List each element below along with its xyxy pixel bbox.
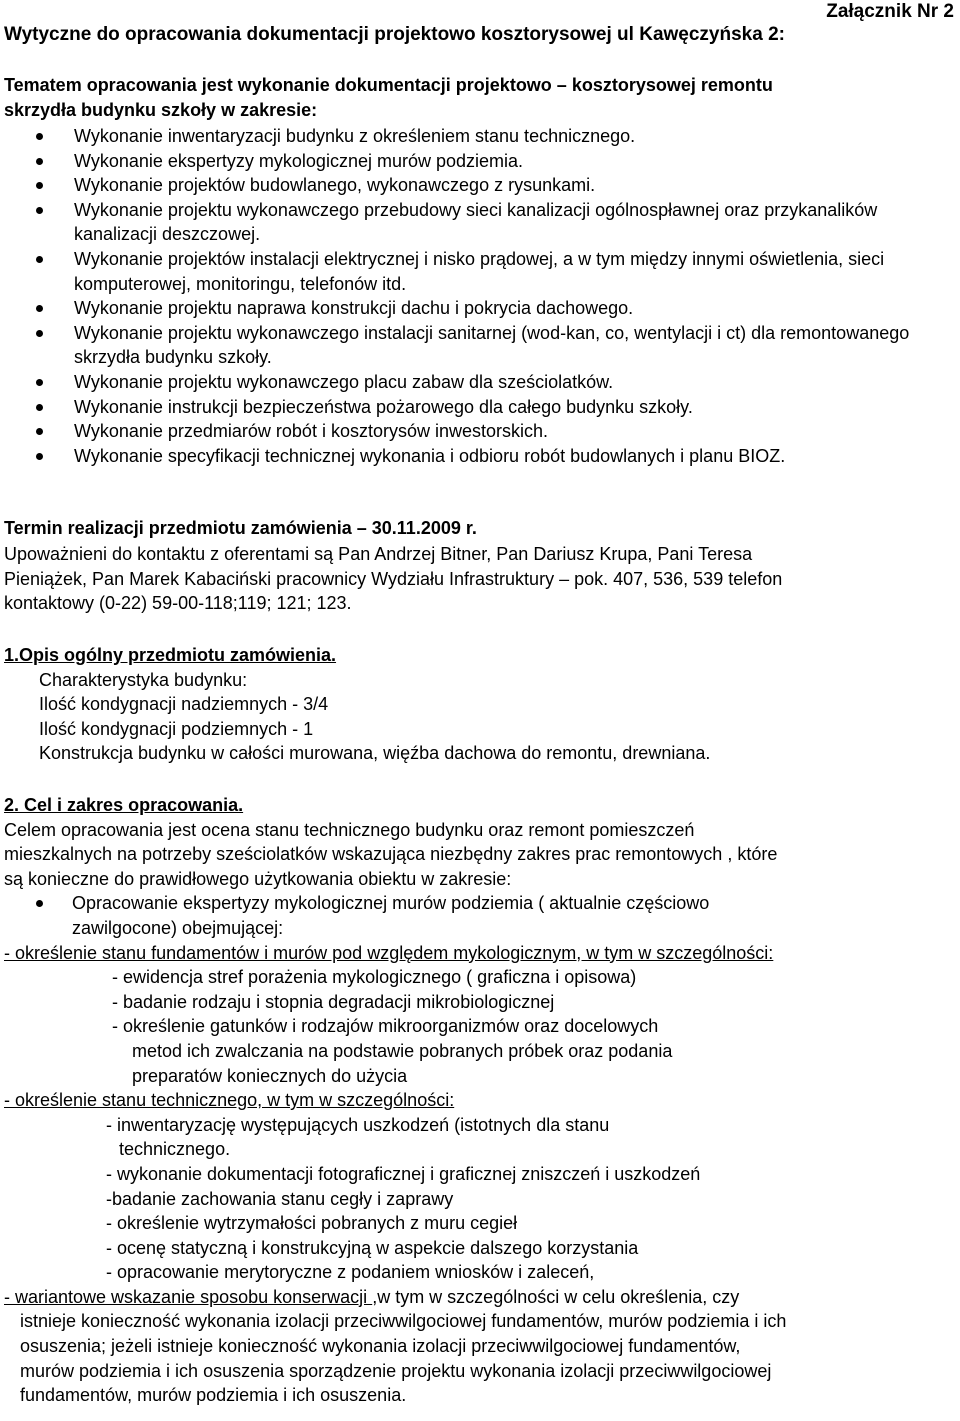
attachment-label: Załącznik Nr 2 <box>826 1 954 22</box>
section-heading: 1.Opis ogólny przedmiotu zamówienia. <box>4 645 337 665</box>
list-item: Wykonanie projektu wykonawczego przebudowy sieci kanalizacji ogólnospławnej oraz przykanalików kanalizacji deszczowej. <box>4 198 950 247</box>
bullet-icon <box>36 404 43 411</box>
deadline: Termin realizacji przedmiotu zamówienia – 30.11.2009 r. <box>4 518 477 538</box>
bullet-icon <box>36 182 43 189</box>
variant-heading: - wariantowe wskazanie sposobu konserwacji ,w tym w szczególności w celu określenia, czy <box>4 1286 740 1307</box>
list-item: Opracowanie ekspertyzy mykologicznej murów podziemia ( aktualnie częściowo zawilgocone) obejmującej: <box>4 891 950 940</box>
bullet-icon <box>36 305 43 312</box>
mycology-heading: - określenie stanu fundamentów i murów pod względem mykologicznym, w tym w szczególności: <box>4 942 774 963</box>
document-title: Wytyczne do opracowania dokumentacji projektowo kosztorysowej ul Kawęczyńska 2: <box>4 24 785 45</box>
technical-heading: - określenie stanu technicznego, w tym w szczególności: <box>4 1090 455 1111</box>
list-item: Wykonanie przedmiarów robót i kosztorysów inwestorskich. <box>4 419 950 444</box>
bullet-icon <box>36 133 43 140</box>
list-item: Wykonanie projektu naprawa konstrukcji dachu i pokrycia dachowego. <box>4 296 950 321</box>
list-item: Wykonanie inwentaryzacji budynku z określeniem stanu technicznego. <box>4 124 950 149</box>
list-item: Wykonanie projektów instalacji elektrycznej i nisko prądowej, a w tym między innymi oświetlenia, sieci komputerowej, monitoringu, telefonów itd. <box>4 247 950 296</box>
scope-list <box>4 124 950 468</box>
list-item: Wykonanie ekspertyzy mykologicznej murów podziemia. <box>4 149 950 174</box>
bullet-icon <box>36 256 43 263</box>
section-2: 2. Cel i zakres opracowania. Celem opracowania jest ocena stanu technicznego budynku oraz remont pomieszczeń mieszkalnych na potrzeby sześciolatków wskazująca niezbędny zakres prac remontowych , które są konieczne do prawidłowego użytkowania obiektu w zakresie: Opracowanie ekspertyzy mykologicznej murów podziemia ( aktualnie częściowo zawilgocone) obejmującej: - określenie stanu fundamentów i murów pod względem mykologicznym, w tym w szczególności: - ewidencja stref porażenia mykologicznego ( graficzna i opisowa) - badanie rodzaju i stopnia degradacji mikrobiologicznej - określenie gatunków i rodzajów mikroorganizmów oraz docelowych metod ich zwalczania na podstawie pobranych próbek oraz podania preparatów koniecznych do użycia - określenie stanu technicznego, w tym w szczególności: - inwentaryzację występujących uszkodzeń (istotnych dla stanu technicznego. - wykonanie dokumentacji fotograficznej i graficznej zniszczeń i uszkodzeń -badanie zachowania stanu cegły i zaprawy - określenie wytrzymałości pobranych z muru cegieł - ocenę statyczną i konstrukcyjną w aspekcie dalszego korzystania - opracowanie merytoryczne z podaniem wniosków i zaleceń, - wariantowe wskazanie sposobu konserwacji ,w tym w szczególności w celu określenia, czy istnieje konieczność wykonania izolacji przeciwwilgociowej fundamentów, murów podziemia i ich osuszenia; jeżeli istnieje konieczność wykonania izolacji przeciwwilgociowej fundamentów, murów podziemia i ich osuszenia sporządzenie projektu wykonania izolacji przeciwwilgociowej fundamentów, murów podziemia i ich osuszenia. <box>4 793 950 1408</box>
list-item: Wykonanie instrukcji bezpieczeństwa pożarowego dla całego budynku szkoły. <box>4 395 950 420</box>
list-item: Wykonanie projektu wykonawczego instalacji sanitarnej (wod-kan, co, wentylacji i ct) dla remontowanego skrzydła budynku szkoły. <box>4 321 950 370</box>
bullet-icon <box>36 207 43 214</box>
list-item: Wykonanie projektu wykonawczego placu zabaw dla sześciolatków. <box>4 370 950 395</box>
intro-line: skrzydła budynku szkoły w zakresie: <box>4 99 318 120</box>
bullet-icon <box>36 379 43 386</box>
list-item: Wykonanie projektów budowlanego, wykonawczego z rysunkami. <box>4 173 950 198</box>
section-1: 1.Opis ogólny przedmiotu zamówienia. Charakterystyka budynku: Ilość kondygnacji nadziemnych - 3/4 Ilość kondygnacji podziemnych - 1 Konstrukcja budynku w całości murowana, więźba dachowa do remontu, drewniana. <box>4 643 950 766</box>
bullet-icon <box>36 900 43 907</box>
bullet-icon <box>36 158 43 165</box>
bullet-icon <box>36 330 43 337</box>
intro-paragraph <box>4 73 950 122</box>
list-item: Wykonanie specyfikacji technicznej wykonania i odbioru robót budowlanych i planu BIOZ. <box>4 444 950 469</box>
bullet-icon <box>36 453 43 460</box>
bullet-icon <box>36 428 43 435</box>
contact-paragraph: Upoważnieni do kontaktu z oferentami są Pan Andrzej Bitner, Pan Dariusz Krupa, Pani Teresa Pieniążek, Pan Marek Kabaciński pracownicy Wydziału Infrastruktury – pok. 407, 536, 539 telefon kontaktowy (0-22) 59-00-118;119; 121; 123. <box>4 544 783 614</box>
section-heading: 2. Cel i zakres opracowania. <box>4 795 244 815</box>
intro-line: Tematem opracowania jest wykonanie dokumentacji projektowo – kosztorysowej remontu <box>4 75 773 95</box>
